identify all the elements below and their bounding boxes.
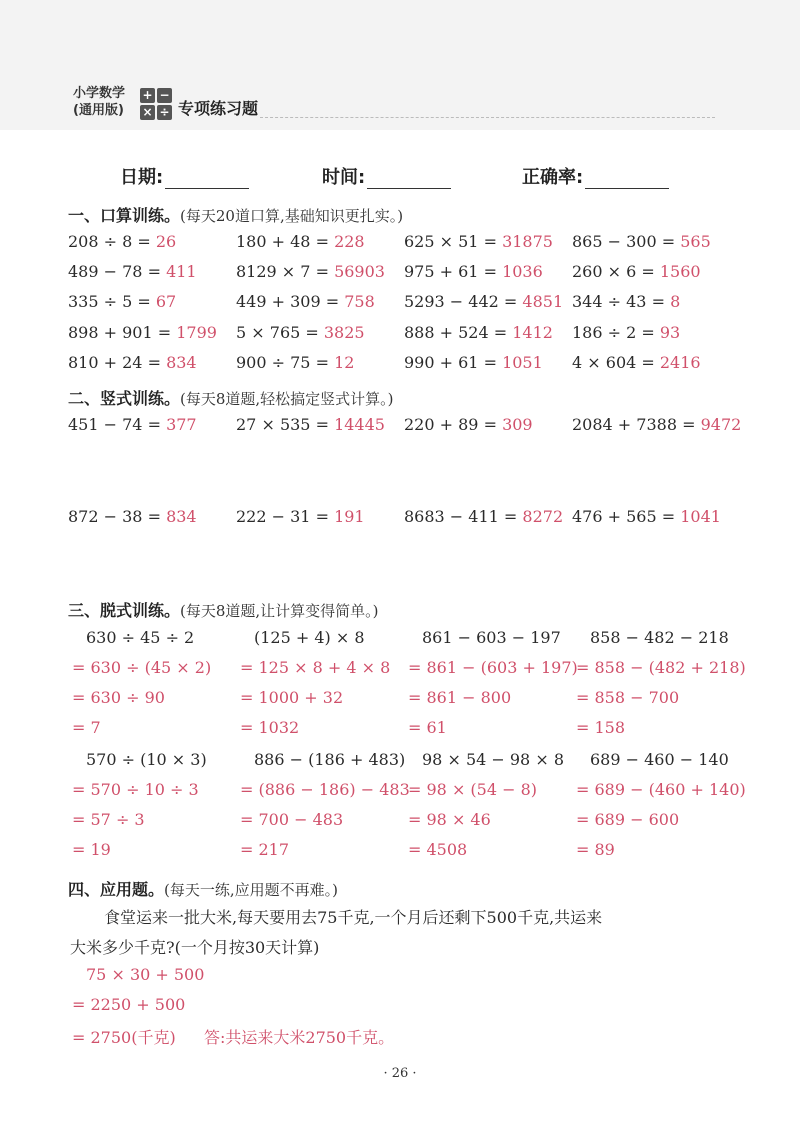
date-blank[interactable] — [165, 170, 249, 189]
section1-exercise — [236, 292, 375, 311]
answer-text: 834 — [166, 507, 197, 526]
minus-icon: − — [157, 88, 172, 103]
section1-exercise — [68, 262, 197, 281]
date-label: 日期: — [120, 167, 164, 188]
expression-question: 858 − 482 − 218 — [590, 628, 729, 647]
answer-text: 191 — [334, 507, 365, 526]
section1-exercise — [68, 353, 197, 372]
solution-step-3: = 2750(千克) — [72, 1028, 176, 1047]
answer-text: 67 — [155, 292, 177, 311]
solution-step-2: = 2250 + 500 — [72, 995, 186, 1014]
time-blank[interactable] — [367, 170, 451, 189]
expression-step: = 861 − (603 + 197) — [408, 658, 578, 677]
answer-text: 1036 — [502, 262, 543, 281]
time-field[interactable] — [322, 163, 451, 189]
expression-question: 689 − 460 − 140 — [590, 750, 729, 769]
section1-exercise — [572, 292, 680, 311]
operator-icons — [140, 88, 174, 122]
question-text: 186 ÷ 2 = — [572, 323, 660, 342]
question-text: 4 × 604 = — [572, 353, 660, 372]
section-2-heading — [68, 386, 394, 409]
answer-text: 565 — [680, 232, 711, 251]
section-3-note: (每天8道题,让计算变得简单。) — [180, 602, 379, 620]
expression-step: = 98 × 46 — [408, 810, 491, 829]
section2-exercise — [68, 507, 197, 526]
question-text: 344 ÷ 43 = — [572, 292, 671, 311]
answer-text: 309 — [502, 415, 533, 434]
section-3-heading — [68, 598, 379, 621]
answer-text: 56903 — [334, 262, 385, 281]
series-label — [73, 85, 125, 119]
section2-exercise — [236, 507, 365, 526]
expression-step: = 1000 + 32 — [240, 688, 344, 707]
page-number: · 26 · — [383, 1066, 417, 1081]
expression-step: = 61 — [408, 718, 447, 737]
answer-text: 93 — [659, 323, 681, 342]
expression-step: = 1032 — [240, 718, 300, 737]
section-1-heading — [68, 203, 403, 226]
expression-step: = 858 − (482 + 218) — [576, 658, 746, 677]
question-text: 810 + 24 = — [68, 353, 167, 372]
question-text: 900 ÷ 75 = — [236, 353, 335, 372]
answer-text: 2416 — [659, 353, 701, 372]
section1-exercise — [404, 353, 543, 372]
question-text: 222 − 31 = — [236, 507, 335, 526]
answer-text: 8 — [670, 292, 681, 311]
series-line-1: 小学数学 — [73, 86, 126, 101]
expression-question: 630 ÷ 45 ÷ 2 — [86, 628, 195, 647]
section-4-note: (每天一练,应用题不再难。) — [164, 881, 338, 899]
section1-exercise — [572, 232, 711, 251]
series-line-2: (通用版) — [73, 103, 124, 118]
divide-icon: ÷ — [157, 105, 172, 120]
expression-step: = 217 — [240, 840, 290, 859]
section-2-title: 二、竖式训练。 — [68, 389, 181, 408]
answer-text: 1412 — [512, 323, 553, 342]
answer-text: 8272 — [522, 507, 564, 526]
solution-answer: 答:共运来大米2750千克。 — [204, 1028, 395, 1047]
time-label: 时间: — [322, 167, 366, 188]
question-text: 451 − 74 = — [68, 415, 167, 434]
section2-exercise — [404, 415, 533, 434]
expression-step: = 689 − 600 — [576, 810, 680, 829]
expression-step: = 4508 — [408, 840, 468, 859]
problem-text-line-2: 大米多少千克?(一个月按30天计算) — [70, 938, 320, 957]
expression-question: (125 + 4) × 8 — [254, 628, 365, 647]
expression-step: = 689 − (460 + 140) — [576, 780, 746, 799]
answer-text: 4851 — [522, 292, 564, 311]
section1-exercise — [404, 323, 553, 342]
expression-question: 98 × 54 − 98 × 8 — [422, 750, 564, 769]
answer-text: 758 — [344, 292, 375, 311]
answer-text: 228 — [334, 232, 365, 251]
section1-exercise — [572, 353, 701, 372]
section2-exercise — [572, 507, 721, 526]
solution-step-1: 75 × 30 + 500 — [86, 965, 205, 984]
question-text: 208 ÷ 8 = — [68, 232, 156, 251]
answer-text: 834 — [166, 353, 197, 372]
question-text: 27 × 535 = — [236, 415, 335, 434]
section1-exercise — [236, 353, 354, 372]
question-text: 990 + 61 = — [404, 353, 503, 372]
expression-step: = 98 × (54 − 8) — [408, 780, 538, 799]
answer-text: 14445 — [334, 415, 385, 434]
expression-step: = 125 × 8 + 4 × 8 — [240, 658, 391, 677]
question-text: 8129 × 7 = — [236, 262, 335, 281]
expression-step: = 861 − 800 — [408, 688, 512, 707]
expression-step: = 7 — [72, 718, 101, 737]
section2-exercise — [404, 507, 563, 526]
section1-exercise — [68, 292, 176, 311]
expression-step: = 858 − 700 — [576, 688, 680, 707]
answer-text: 377 — [166, 415, 197, 434]
problem-text-line-1: 食堂运来一批大米,每天要用去75千克,一个月后还剩下500千克,共运来 — [104, 908, 603, 927]
question-text: 220 + 89 = — [404, 415, 503, 434]
section-2-note: (每天8道题,轻松搞定竖式计算。) — [180, 390, 394, 408]
answer-text: 26 — [155, 232, 177, 251]
page-title: 专项练习题 — [178, 99, 259, 118]
expression-question: 886 − (186 + 483) — [254, 750, 406, 769]
section-3-title: 三、脱式训练。 — [68, 601, 181, 620]
section1-exercise — [236, 232, 365, 251]
expression-step: = 57 ÷ 3 — [72, 810, 145, 829]
section1-exercise — [68, 232, 176, 251]
answer-text: 31875 — [502, 232, 553, 251]
section1-exercise — [404, 232, 553, 251]
answer-text: 3825 — [323, 323, 365, 342]
answer-text: 1051 — [502, 353, 543, 372]
section-4-heading — [68, 877, 338, 900]
question-text: 449 + 309 = — [236, 292, 345, 311]
answer-text: 411 — [166, 262, 197, 281]
section-1-title: 一、口算训练。 — [68, 206, 181, 225]
question-text: 476 + 565 = — [572, 507, 681, 526]
section-4-title: 四、应用题。 — [68, 880, 165, 899]
section1-exercise — [572, 262, 701, 281]
question-text: 2084 + 7388 = — [572, 415, 701, 434]
question-text: 975 + 61 = — [404, 262, 503, 281]
question-text: 8683 − 411 = — [404, 507, 523, 526]
expression-question: 861 − 603 − 197 — [422, 628, 561, 647]
times-icon: × — [140, 105, 155, 120]
answer-text: 1560 — [659, 262, 701, 281]
section1-exercise — [404, 262, 543, 281]
expression-step: = 700 − 483 — [240, 810, 344, 829]
section1-exercise — [68, 323, 217, 342]
section-1-note: (每天20道口算,基础知识更扎实。) — [180, 207, 404, 225]
question-text: 888 + 524 = — [404, 323, 513, 342]
question-text: 180 + 48 = — [236, 232, 335, 251]
section1-exercise — [404, 292, 563, 311]
question-text: 489 − 78 = — [68, 262, 167, 281]
section1-exercise — [236, 323, 365, 342]
question-text: 898 + 901 = — [68, 323, 177, 342]
accuracy-blank[interactable] — [585, 170, 669, 189]
question-text: 625 × 51 = — [404, 232, 503, 251]
answer-text: 1799 — [176, 323, 217, 342]
section1-exercise — [236, 262, 385, 281]
expression-step: = 89 — [576, 840, 615, 859]
accuracy-label: 正确率: — [522, 167, 584, 188]
expression-step: = 570 ÷ 10 ÷ 3 — [72, 780, 199, 799]
answer-text: 9472 — [700, 415, 742, 434]
expression-step: = (886 − 186) − 483 — [240, 780, 410, 799]
section2-exercise — [68, 415, 197, 434]
section2-exercise — [572, 415, 741, 434]
date-field[interactable] — [120, 163, 249, 189]
question-text: 872 − 38 = — [68, 507, 167, 526]
header-divider — [260, 117, 715, 118]
question-text: 260 × 6 = — [572, 262, 660, 281]
expression-step: = 19 — [72, 840, 111, 859]
section1-exercise — [572, 323, 680, 342]
question-text: 5 × 765 = — [236, 323, 324, 342]
expression-step: = 630 ÷ (45 × 2) — [72, 658, 212, 677]
accuracy-field[interactable] — [522, 163, 669, 189]
expression-step: = 158 — [576, 718, 626, 737]
question-text: 865 − 300 = — [572, 232, 681, 251]
answer-text: 1041 — [680, 507, 721, 526]
expression-step: = 630 ÷ 90 — [72, 688, 165, 707]
expression-question: 570 ÷ (10 × 3) — [86, 750, 207, 769]
question-text: 335 ÷ 5 = — [68, 292, 156, 311]
answer-text: 12 — [334, 353, 355, 372]
plus-icon: + — [140, 88, 155, 103]
question-text: 5293 − 442 = — [404, 292, 523, 311]
section2-exercise — [236, 415, 385, 434]
